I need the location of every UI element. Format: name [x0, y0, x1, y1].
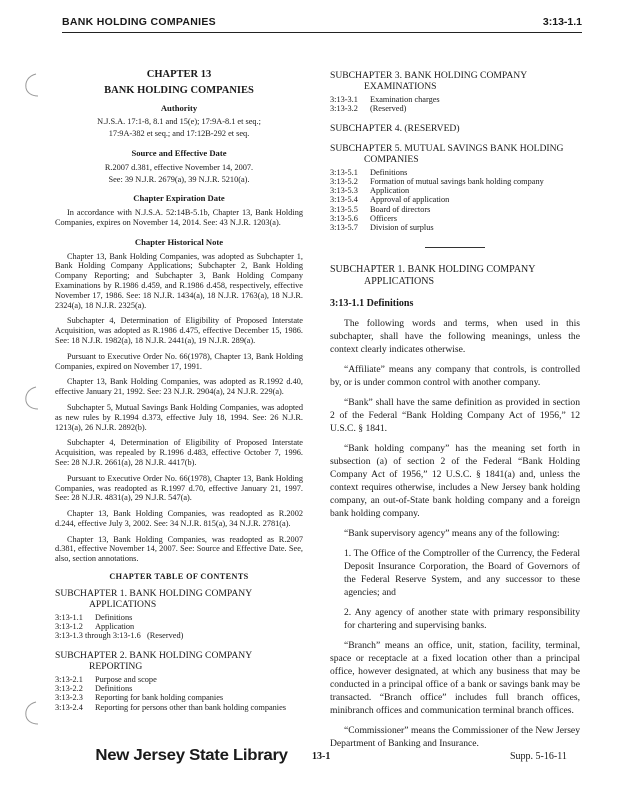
toc-entry[interactable]: 3:13-5.7 Division of surplus: [330, 223, 434, 233]
toc-entry[interactable]: 3:13-2.2 Definitions: [55, 684, 133, 694]
toc-entry[interactable]: 3:13-5.3 Application: [330, 186, 410, 196]
table-of-contents-heading: CHAPTER TABLE OF CONTENTS: [109, 572, 249, 582]
running-header: [62, 14, 582, 33]
toc-entry[interactable]: 3:13-1.2 Application: [55, 622, 135, 632]
left-column: [55, 70, 303, 712]
definition-list-item: 2. Any agency of another state with primary responsibility for chartering and supervising banks.: [344, 606, 580, 631]
historical-note-paragraph: Subchapter 4, Determination of Eligibility of Proposed Interstate Acquisition, was adopted as R.1986 d.475, effective December 15, 1986. See: 18 N.J.R. 1982(a), 18 N.J.R. 2441(a), 19 N.J.R. 289(a).: [55, 316, 303, 345]
historical-note-paragraph: Chapter 13, Bank Holding Companies, was adopted as Subchapter 1, Bank Holding Company Applications; Subchapter 2, Bank Holding Company Reporting; and Subchapter 3, Bank Holding Company Examinations by R.1986 d.459, and R.1986 d.458, respectively, effective November 17, 1986. See: 18 N.J.R. 1434(a), 18 N.J.R. 1763(a), 18 N.J.R. 2324(a), 18 N.J.R. 2325(a).: [55, 251, 303, 310]
toc-entry[interactable]: 3:13-5.2 Formation of mutual savings bank holding company: [330, 176, 544, 186]
toc-entry[interactable]: 3:13-1.3 through 3:13-1.6 (Reserved): [55, 631, 184, 641]
chapter-title: BANK HOLDING COMPANIES: [104, 84, 254, 96]
historical-note-paragraph: Subchapter 4, Determination of Eligibility of Proposed Interstate Acquisition, was repealed by R.1996 d.483, effective October 7, 1996. See: 28 N.J.R. 2661(a), 28 N.J.R. 4417(b).: [55, 438, 303, 467]
historical-note-paragraph: Chapter 13, Bank Holding Companies, was adopted as R.1992 d.40, effective January 21, 1992. See: 23 N.J.R. 2904(a), 24 N.J.R. 229(a).: [55, 377, 303, 397]
expiration-heading: Chapter Expiration Date: [133, 193, 225, 204]
definition-paragraph: “Affiliate” means any company that controls, is controlled by, or is under common control with another company.: [330, 363, 580, 388]
definition-paragraph: “Bank” shall have the same definition as provided in section 2 of the Federal “Bank Holding Company Act of 1956,” 12 U.S.C. § 1841.: [330, 396, 580, 434]
definition-paragraph: The following words and terms, when used in this subchapter, shall have the following meanings, unless the context clearly indicates otherwise.: [330, 317, 580, 355]
source-line: R.2007 d.381, effective November 14, 2007.: [104, 162, 254, 172]
definition-paragraph: “Commissioner” means the Commissioner of the New Jersey Department of Banking and Insurance.: [330, 724, 580, 749]
section-divider: [425, 247, 485, 248]
subchapter-1-section-heading: SUBCHAPTER 1. BANK HOLDING COMPANY APPLICATIONS: [330, 263, 536, 287]
right-column: [330, 70, 580, 757]
authority-heading: Authority: [160, 102, 198, 113]
header-section-number: 3:13-1.1: [542, 16, 582, 28]
historical-note-paragraph: Chapter 13, Bank Holding Companies, was readopted as R.2007 d.381, effective November 14, 2007. See: Source and Effective Date. See, also, section annotations.: [55, 534, 303, 564]
definition-paragraph: “Bank holding company” has the meaning set forth in subsection (a) of section 2 of the Federal “Bank Holding Company Act of 1956,” 12 U.S.C. § 1841(a) and, unless the context requires otherwise, includes a New Jersey bank holding company, an out-of-State bank holding company and a foreign bank holding company.: [330, 442, 580, 519]
historical-note-paragraph: Chapter 13, Bank Holding Companies, was readopted as R.2002 d.244, effective July 3, 2002. See: 34 N.J.R. 815(a), 34 N.J.R. 2781(a).: [55, 509, 303, 528]
supplement-date: Supp. 5-16-11: [510, 751, 567, 762]
historical-note-paragraph: Pursuant to Executive Order No. 66(1978), Chapter 13, Bank Holding Companies, was readopted as R.1997 d.70, effective January 21, 1997. See: 28 N.J.R. 4831(a), 29 N.J.R. 547(a).: [55, 473, 303, 503]
punch-hole-mark-top: [22, 72, 42, 98]
library-stamp: New Jersey State Library: [95, 747, 288, 764]
toc-entry[interactable]: 3:13-3.1 Examination charges: [330, 95, 440, 104]
page-number: 13-1: [312, 751, 331, 762]
authority-line: 17:9A-382 et seq.; and 17:12B-292 et seq.: [108, 129, 250, 139]
toc-entry[interactable]: 3:13-5.4 Approval of application: [330, 195, 450, 205]
definition-paragraph: “Bank supervisory agency” means any of the following:: [344, 527, 560, 539]
historical-note-paragraph: Pursuant to Executive Order No. 66(1978), Chapter 13, Bank Holding Companies, expired on November 17, 1991.: [55, 351, 303, 371]
punch-hole-mark-bottom: [22, 700, 42, 726]
toc-entry[interactable]: 3:13-1.1 Definitions: [55, 612, 133, 622]
toc-entry[interactable]: 3:13-5.6 Officers: [330, 214, 398, 224]
subchapter-1-heading: SUBCHAPTER 1. BANK HOLDING COMPANY APPLICATIONS: [55, 587, 253, 610]
section-title: 3:13-1.1 Definitions: [330, 297, 414, 309]
toc-entry[interactable]: 3:13-2.1 Purpose and scope: [55, 674, 157, 684]
toc-entry[interactable]: 3:13-2.3 Reporting for bank holding companies: [55, 693, 224, 703]
source-line: See: 39 N.J.R. 2679(a), 39 N.J.R. 5210(a).: [108, 174, 250, 184]
toc-entry[interactable]: 3:13-2.4 Reporting for persons other than bank holding companies: [55, 702, 287, 712]
subchapter-2-heading: SUBCHAPTER 2. BANK HOLDING COMPANY REPORTING: [55, 649, 253, 672]
subchapter-3-heading: SUBCHAPTER 3. BANK HOLDING COMPANY EXAMINATIONS: [330, 70, 528, 92]
expiration-text: In accordance with N.J.S.A. 52:14B-5.1b, Chapter 13, Bank Holding Companies, expires on November 14, 2014. See: 43 N.J.R. 1203(a).: [55, 208, 303, 227]
source-heading: Source and Effective Date: [131, 147, 227, 158]
definition-paragraph: “Branch” means an office, unit, station, facility, terminal, space or receptacle at a fixed location other than a principal office, however designated, at which any business that may be conducted in a principal office of a bank or savings bank may be transacted. “Branch office” includes full branch offices, minibranch offices and communication terminal branch offices.: [330, 639, 580, 716]
subchapter-4-heading: SUBCHAPTER 4. (RESERVED): [330, 122, 460, 134]
chapter-number: CHAPTER 13: [146, 69, 212, 80]
toc-entry[interactable]: 3:13-3.2 (Reserved): [330, 104, 407, 114]
historical-note-paragraph: Subchapter 5, Mutual Savings Bank Holding Companies, was adopted as new rules by R.1994 d.373, effective July 18, 1994. See: 26 N.J.R. 1213(a), 26 N.J.R. 2892(b).: [55, 402, 303, 432]
punch-hole-mark-middle: [22, 385, 42, 411]
subchapter-5-heading: SUBCHAPTER 5. MUTUAL SAVINGS BANK HOLDING COMPANIES: [330, 142, 564, 165]
authority-line: N.J.S.A. 17:1-8, 8.1 and 15(e); 17:9A-8.1 et seq.;: [97, 117, 261, 127]
toc-entry[interactable]: 3:13-5.5 Board of directors: [330, 204, 431, 214]
definition-list-item: 1. The Office of the Comptroller of the Currency, the Federal Deposit Insurance Corporation, the Board of Governors of the Federal Reserve System, and any successor to these agencies; and: [344, 547, 580, 598]
toc-entry[interactable]: 3:13-5.1 Definitions: [330, 167, 408, 177]
header-title: BANK HOLDING COMPANIES: [62, 16, 216, 28]
historical-note-heading: Chapter Historical Note: [134, 236, 224, 247]
